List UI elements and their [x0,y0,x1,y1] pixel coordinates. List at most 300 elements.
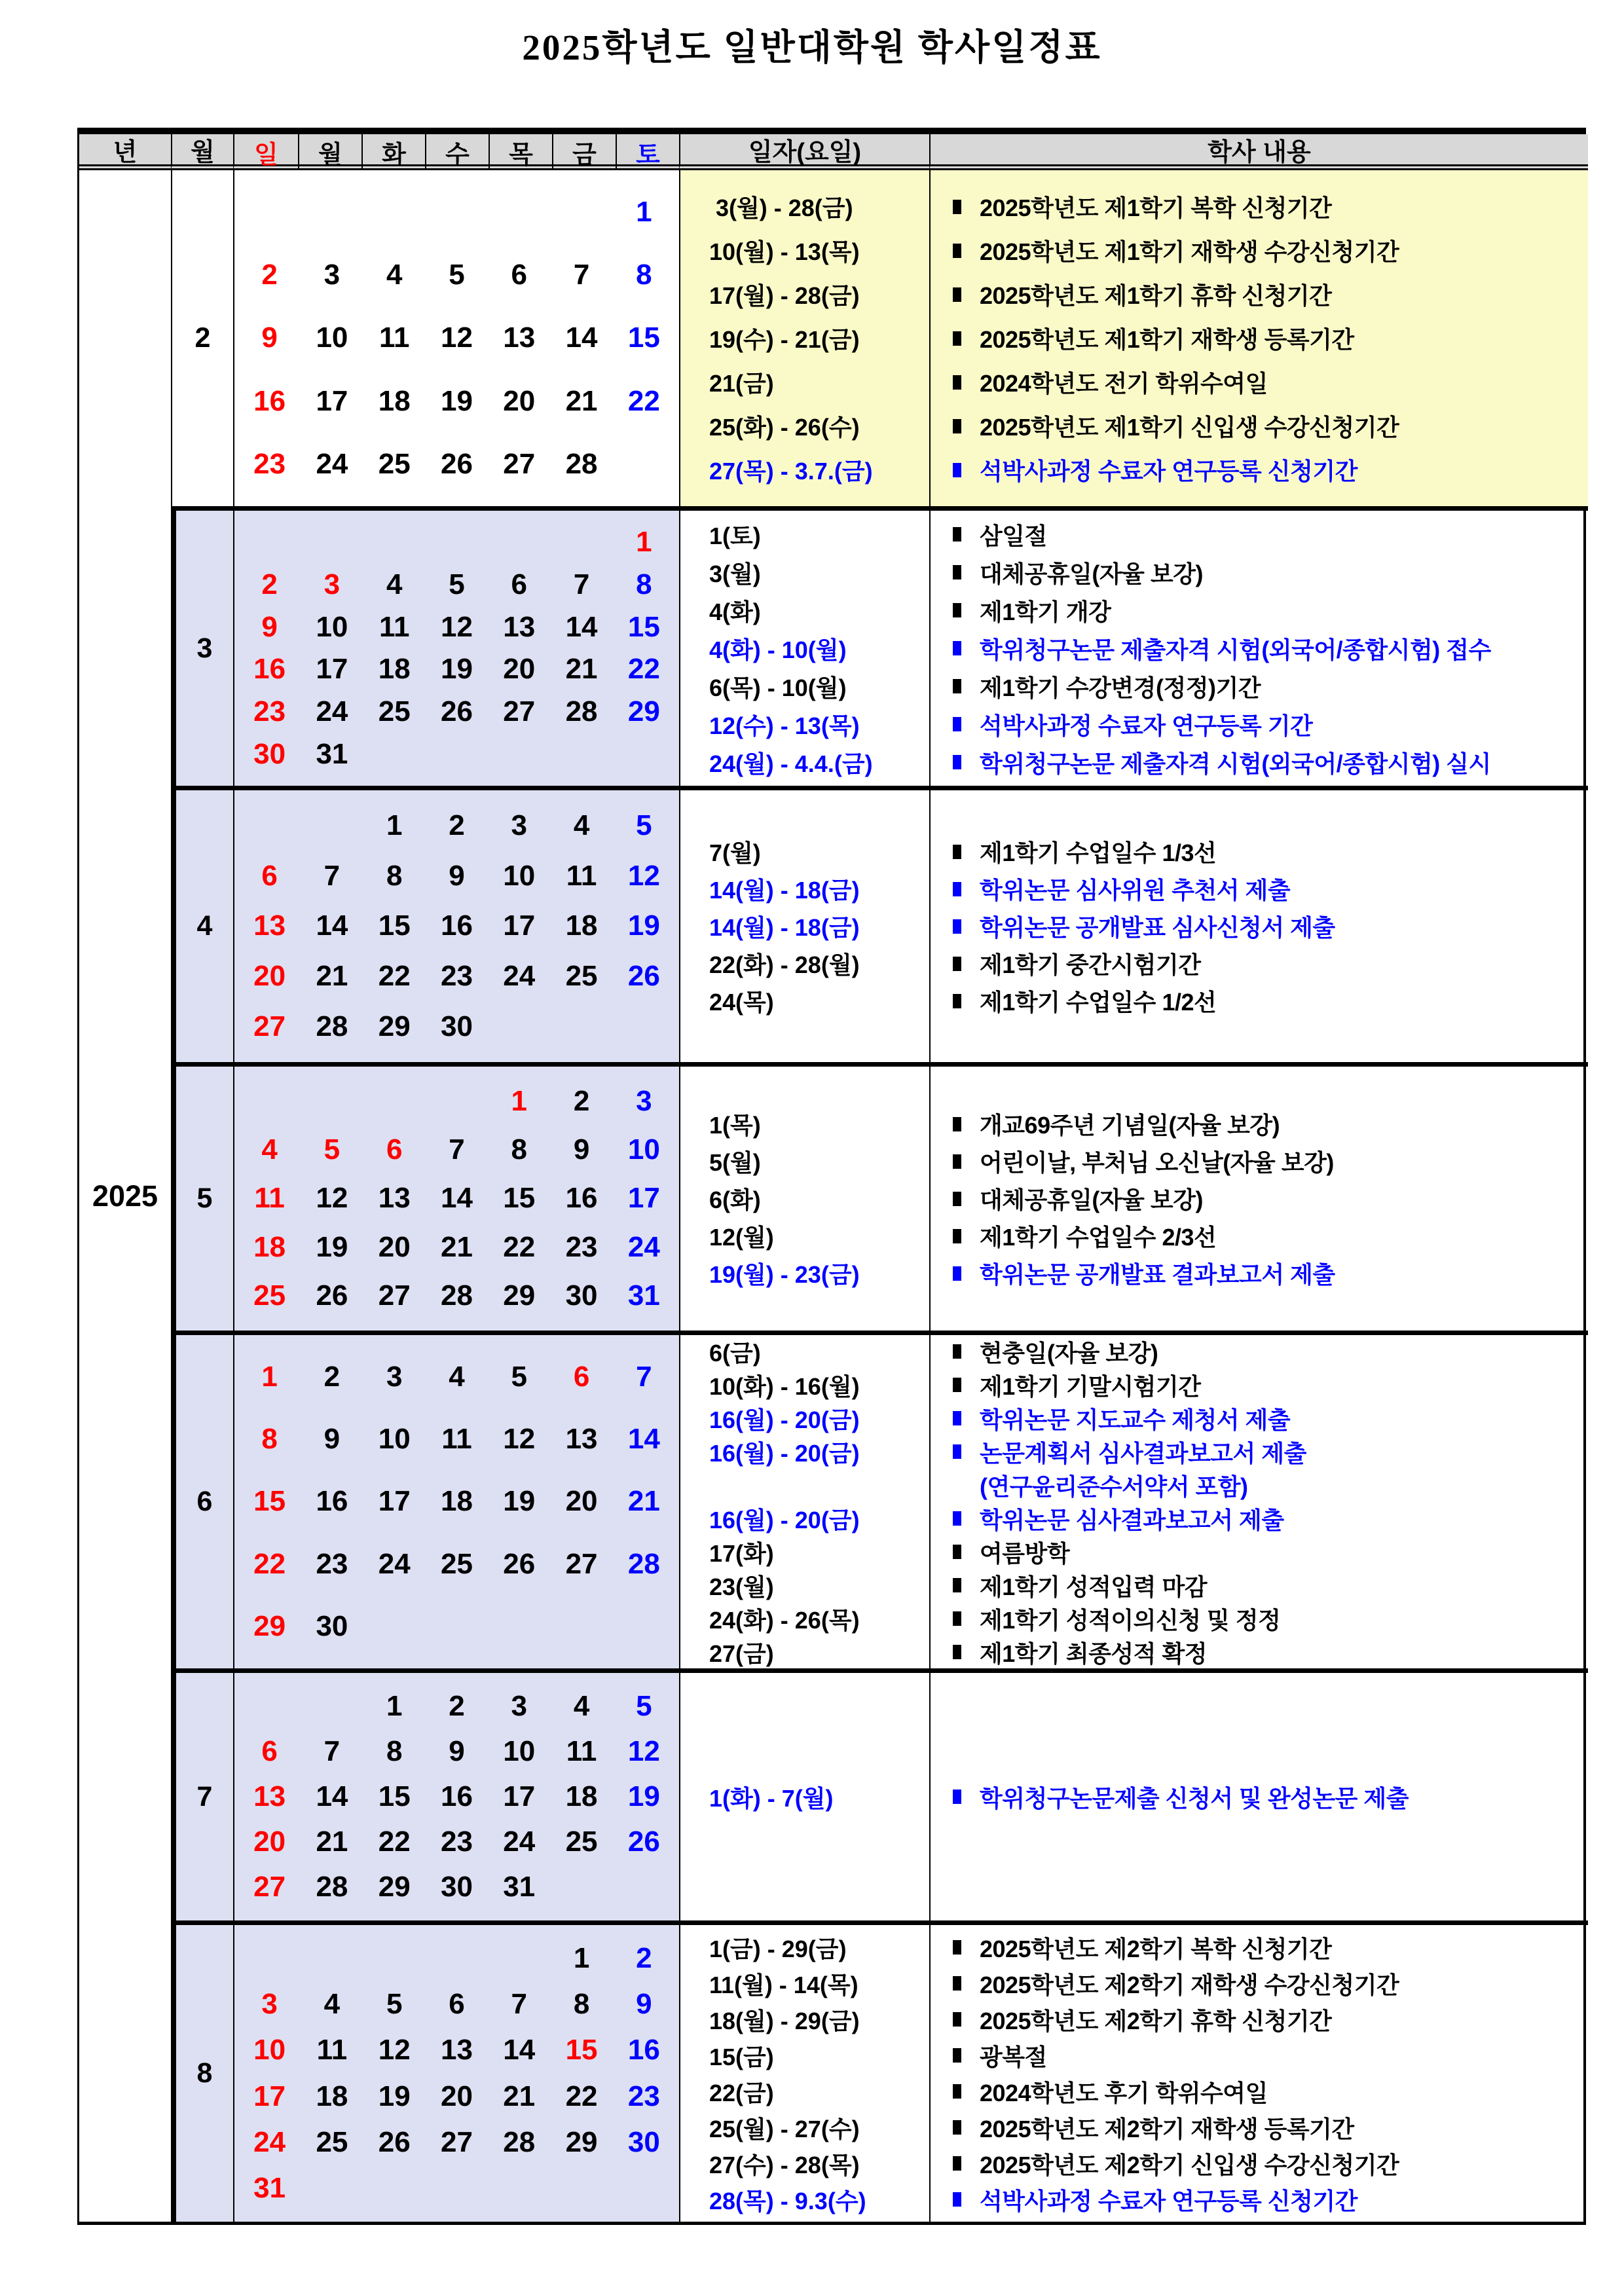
event-lines [931,667,1588,705]
calendar-day: 20 [378,1230,411,1263]
calendar-day: 22 [565,2080,598,2112]
calendar-day: 25 [316,2125,348,2158]
calendar-day: 12 [378,2034,411,2066]
calendar-day: 26 [316,1279,348,1312]
calendar-day: 1 [386,1689,403,1722]
calendar-day: 10 [378,1423,411,1456]
header-cell-month: 월 [171,134,233,170]
calendar-day: 4 [386,568,403,600]
calendar-day: 27 [565,1547,598,1580]
calendar-day: 27 [441,2125,473,2158]
calendar-day: 30 [565,1279,598,1312]
calendar-day: 23 [441,960,473,993]
month-number: 4 [196,910,213,942]
calendar-day: 30 [441,1871,473,1903]
calendar-day: 31 [253,2171,286,2204]
event-text: 제1학기 기말시험기간 [980,1372,1201,1400]
month-number: 2 [194,322,211,354]
event-line [953,2146,1588,2182]
event-lines [931,945,1588,982]
calendar-day: 3 [323,568,341,600]
calendar-day: 3 [323,259,341,291]
bullet-icon [953,994,961,1008]
calendar-day: 31 [316,737,348,770]
calendar-day: 24 [503,1826,536,1858]
event-lines [931,272,1588,316]
calendar-grid [238,181,675,496]
calendar-day: 21 [316,960,348,993]
event-text: 대체공휴일(자율 보강) [980,1186,1203,1213]
calendar-day: 9 [573,1133,590,1166]
event-line [953,1636,1588,1669]
calendar-day: 23 [627,2080,660,2112]
event-text: 여름방학 [980,1539,1070,1567]
calendar-day: 6 [573,1360,590,1393]
event-date: 17(화) [709,1539,774,1567]
bullet-icon [953,1444,961,1459]
header-cell-date: 일자(요일) [679,134,929,170]
event-row [680,908,1588,945]
event-text: 제1학기 성적입력 마감 [980,1573,1208,1600]
event-row [680,1966,1588,2002]
calendar-day: 10 [627,1133,660,1166]
calendar-day: 2 [261,259,278,291]
event-date: 22(금) [709,2079,774,2106]
calendar-day: 15 [627,321,660,354]
calendar-day: 11 [441,1423,472,1456]
event-row [680,515,1588,553]
calendar-day: 1 [573,1942,590,1975]
calendar-day: 14 [503,2034,536,2066]
mini-calendar [233,1062,679,1331]
calendar-day: 16 [316,1485,348,1518]
bullet-icon [953,957,961,971]
event-text: 2024학년도 후기 학위수여일 [980,2079,1268,2106]
event-lines [931,448,1588,492]
event-date: 24(목) [709,989,774,1016]
event-line [953,1368,1588,1402]
calendar-day: 12 [627,1735,660,1767]
calendar-day: 28 [441,1279,473,1312]
event-row [680,2110,1588,2146]
bullet-icon [953,1117,961,1131]
event-lines [931,1335,1588,1368]
calendar-day: 12 [627,859,660,892]
event-date: 7(월) [709,839,761,866]
event-text: 현충일(자율 보강) [980,1339,1158,1367]
event-date: 6(금) [709,1339,761,1367]
calendar-day: 11 [316,2034,348,2066]
header-weekday-row [233,134,679,170]
mini-calendar [233,1331,679,1668]
event-row [680,553,1588,591]
event-row [680,1636,1588,1669]
mini-calendar [233,1668,679,1920]
calendar-day: 19 [627,909,660,942]
calendar-day: 1 [261,1360,278,1393]
event-lines [931,2110,1588,2146]
event-lines [931,1502,1588,1535]
event-row [680,1435,1588,1502]
event-lines [931,833,1588,870]
event-line [953,1180,1588,1217]
events-cell [679,506,1588,786]
event-lines [931,185,1588,229]
bullet-icon [953,2192,961,2207]
bullet-icon [953,717,961,731]
event-date: 15(금) [709,2043,774,2070]
calendar-day: 15 [378,1780,411,1812]
calendar-day: 16 [441,1780,473,1812]
event-line [953,2038,1588,2074]
calendar-day: 2 [449,1689,465,1722]
event-text: 석박사과정 수료자 연구등록 신청기간 [980,2187,1357,2214]
calendar-grid [238,1346,675,1658]
calendar-day: 13 [441,2034,473,2066]
calendar-day: 15 [253,1485,286,1518]
bullet-icon [953,2012,961,2027]
header-cell-content: 학사 내용 [929,134,1588,170]
mini-calendar [233,786,679,1062]
calendar-day: 13 [565,1423,598,1456]
calendar-day: 22 [627,653,660,686]
header-cell-weekday: 일 [254,141,278,169]
bullet-icon [953,755,961,769]
event-date: 11(월) - 14(목) [709,1971,858,1998]
event-line [953,591,1588,629]
event-text: 대체공휴일(자율 보강) [980,560,1203,587]
event-date: 25(화) - 26(수) [709,414,860,441]
event-lines [931,229,1588,272]
mini-calendar [233,506,679,786]
calendar-day: 18 [378,384,411,417]
calendar-day: 9 [449,859,465,892]
event-line [953,945,1588,982]
calendar-day: 2 [636,1942,652,1975]
bullet-icon [953,1976,961,1991]
event-line [953,1469,1588,1502]
event-lines [931,515,1588,553]
calendar-day: 29 [627,695,660,727]
calendar-day: 16 [253,384,286,417]
calendar-day: 10 [253,2034,286,2066]
event-line [953,316,1588,360]
event-date: 23(월) [709,1573,774,1600]
event-text: 2025학년도 제2학기 복학 신청기간 [980,1935,1332,1962]
calendar-day: 18 [378,653,411,686]
event-text: (연구윤리준수서약서 포함) [980,1473,1248,1500]
year-label: 2025 [79,170,171,2222]
column-divider [929,790,931,1062]
event-text: 2025학년도 제2학기 재학생 수강신청기간 [980,1971,1399,1998]
calendar-day: 24 [316,447,348,480]
bullet-icon [953,1511,961,1526]
bullet-icon [953,919,961,934]
event-lines [931,360,1588,404]
calendar-grid [238,1077,675,1320]
calendar-day: 7 [449,1133,465,1166]
calendar-day: 23 [253,447,286,480]
event-row [680,229,1588,272]
event-row [680,2002,1588,2038]
bullet-icon [953,1940,961,1955]
calendar-day: 21 [627,1485,660,1518]
calendar-day: 4 [449,1360,465,1393]
event-lines [931,2002,1588,2038]
calendar-day: 9 [261,321,278,354]
month-label [171,786,233,1062]
calendar-day: 2 [323,1360,341,1393]
calendar-day: 6 [386,1133,403,1166]
calendar-day: 24 [253,2125,286,2158]
calendar-day: 22 [378,1826,411,1858]
calendar-day: 13 [253,1780,286,1812]
calendar-day: 7 [511,1988,528,2021]
event-text: 2025학년도 제1학기 복학 신청기간 [980,194,1332,221]
event-text: 제1학기 개강 [980,598,1111,625]
calendar-day: 7 [573,259,590,291]
events-cell [679,786,1588,1062]
calendar-grid [238,521,675,775]
event-row [680,1105,1588,1143]
calendar-day: 21 [565,384,598,417]
calendar-day: 10 [316,610,348,643]
calendar-day: 10 [503,859,536,892]
calendar-day: 6 [261,1735,278,1767]
event-lines [931,1368,1588,1402]
event-row [680,1180,1588,1217]
calendar-day: 22 [627,384,660,417]
calendar-day: 15 [565,2034,598,2066]
calendar-day: 5 [636,1689,652,1722]
bullet-icon [953,1790,961,1804]
event-row [680,2038,1588,2074]
calendar-day: 9 [449,1735,465,1767]
calendar-day: 30 [627,2125,660,2158]
calendar-day: 9 [323,1423,341,1456]
bullet-icon [953,1578,961,1592]
calendar-day: 8 [636,259,652,291]
month-label [171,1920,233,2222]
calendar-day: 4 [573,809,590,842]
page-title: 2025학년도 일반대학원 학사일정표 [522,28,1102,67]
bullet-icon [953,2084,961,2099]
calendar-day: 5 [386,1988,403,2021]
event-lines [931,1780,1588,1814]
event-row [680,2074,1588,2110]
event-lines [931,1569,1588,1602]
header-cell-year: 년 [79,134,171,170]
calendar-day: 23 [441,1826,473,1858]
month-label [171,170,233,506]
event-row [680,982,1588,1019]
event-row [680,1143,1588,1180]
calendar-day: 18 [565,909,598,942]
event-row [680,591,1588,629]
calendar-day: 23 [253,695,286,727]
event-text: 제1학기 최종성적 확정 [980,1640,1208,1667]
month-number: 8 [196,2057,213,2089]
calendar-day: 19 [441,653,473,686]
calendar-day: 31 [503,1871,536,1903]
event-lines [931,705,1588,743]
calendar-day: 22 [503,1230,536,1263]
calendar-day: 8 [386,859,403,892]
event-lines [931,1255,1588,1292]
calendar-day: 3 [386,1360,403,1393]
event-row [680,1569,1588,1602]
bullet-icon [953,1344,961,1359]
calendar-day: 20 [503,653,536,686]
event-date: 4(화) - 10(월) [709,636,847,663]
event-date: 6(목) - 10(월) [709,674,847,701]
calendar-day: 3 [261,1988,278,2021]
calendar-day: 18 [441,1485,473,1518]
event-lines [931,2182,1588,2218]
column-divider [929,511,931,786]
event-line [953,1143,1588,1180]
calendar-day: 17 [378,1485,411,1518]
bullet-icon [953,1229,961,1243]
calendar-day: 3 [511,1689,528,1722]
event-date: 19(수) - 21(금) [709,326,860,353]
calendar-day: 21 [503,2080,536,2112]
calendar-day: 28 [503,2125,536,2158]
event-lines [931,1636,1588,1669]
event-lines [931,404,1588,448]
bullet-icon [953,1192,961,1206]
calendar-day: 30 [316,1610,348,1643]
bullet-icon [953,1545,961,1559]
event-line [953,1966,1588,2002]
calendar-day: 30 [253,737,286,770]
event-row [680,705,1588,743]
calendar-day: 14 [316,909,348,942]
calendar-day: 3 [511,809,528,842]
event-line [953,553,1588,591]
calendar-day: 27 [253,1871,286,1903]
calendar-day: 8 [636,568,652,600]
calendar-day: 5 [511,1360,528,1393]
calendar-day: 23 [316,1547,348,1580]
bullet-icon [953,244,961,258]
event-lines [931,2038,1588,2074]
calendar-day: 21 [565,653,598,686]
event-row [680,1502,1588,1535]
calendar-day: 5 [449,568,465,600]
event-date: 1(목) [709,1112,761,1139]
event-date: 14(월) - 18(금) [709,914,860,941]
event-row [680,1930,1588,1966]
event-date: 10(월) - 13(목) [709,238,860,265]
calendar-day: 12 [441,610,473,643]
event-text: 2025학년도 제1학기 신입생 수강신청기간 [980,414,1399,441]
calendar-day: 29 [378,1871,411,1903]
calendar-day: 8 [386,1735,403,1767]
calendar-day: 9 [261,610,278,643]
calendar-day: 20 [503,384,536,417]
event-row [680,2182,1588,2218]
calendar-day: 12 [441,321,473,354]
event-date: 12(수) - 13(목) [709,712,860,739]
event-date: 16(월) - 20(금) [709,1406,860,1433]
calendar-day: 1 [386,809,403,842]
calendar-day: 17 [503,909,536,942]
calendar-day: 2 [449,809,465,842]
calendar-day: 12 [503,1423,536,1456]
event-row [680,870,1588,908]
calendar-day: 22 [253,1547,286,1580]
calendar-day: 26 [441,695,473,727]
event-text: 학위논문 공개발표 심사신청서 제출 [980,914,1335,941]
calendar-day: 10 [503,1735,536,1767]
calendar-day: 29 [253,1610,286,1643]
event-text: 2025학년도 제2학기 재학생 등록기간 [980,2115,1354,2142]
calendar-day: 7 [323,859,341,892]
calendar-day: 18 [253,1230,286,1263]
event-text: 학위논문 공개발표 결과보고서 제출 [980,1261,1335,1288]
header-cell-weekday: 토 [616,134,679,170]
calendar-day: 5 [323,1133,341,1166]
bullet-icon [953,2120,961,2135]
event-text: 석박사과정 수료자 연구등록 신청기간 [980,458,1357,485]
event-text: 학위청구논문제출 신청서 및 완성논문 제출 [980,1784,1409,1812]
bullet-icon [953,1611,961,1626]
calendar-grid [238,801,675,1052]
event-text: 학위청구논문 제출자격 시험(외국어/종합시험) 접수 [980,636,1491,663]
event-date: 3(월) - 28(금) [709,194,853,221]
event-line [953,908,1588,945]
calendar-day: 28 [565,447,598,480]
event-lines [931,1180,1588,1217]
event-row [680,272,1588,316]
calendar-day: 8 [511,1133,528,1166]
event-date: 28(목) - 9.3(수) [709,2187,866,2214]
event-lines [931,1105,1588,1143]
event-line [953,1502,1588,1535]
calendar-day: 15 [627,610,660,643]
calendar-day: 3 [636,1085,652,1118]
event-date: 27(금) [709,1640,774,1667]
calendar-day: 14 [565,610,598,643]
calendar-day: 16 [441,909,473,942]
event-lines [931,2074,1588,2110]
event-line [953,1435,1588,1469]
event-row [680,833,1588,870]
event-date: 12(월) [709,1224,774,1251]
calendar-day: 27 [253,1010,286,1042]
calendar-day: 13 [503,321,536,354]
calendar-day: 31 [627,1279,660,1312]
mini-calendar [233,170,679,506]
calendar-day: 25 [565,1826,598,1858]
event-lines [931,1602,1588,1636]
column-divider [929,1925,931,2222]
calendar-day: 9 [636,1988,652,2021]
calendar-day: 7 [573,568,590,600]
event-row [680,667,1588,705]
event-date: 21(금) [709,370,774,397]
event-lines [931,2146,1588,2182]
calendar-day: 15 [378,909,411,942]
event-line [953,833,1588,870]
event-text: 학위논문 심사결과보고서 제출 [980,1506,1284,1533]
event-text: 2024학년도 전기 학위수여일 [980,370,1268,397]
column-divider [929,170,931,506]
events-cell [679,1331,1588,1668]
calendar-day: 18 [316,2080,348,2112]
event-line [953,1780,1588,1814]
